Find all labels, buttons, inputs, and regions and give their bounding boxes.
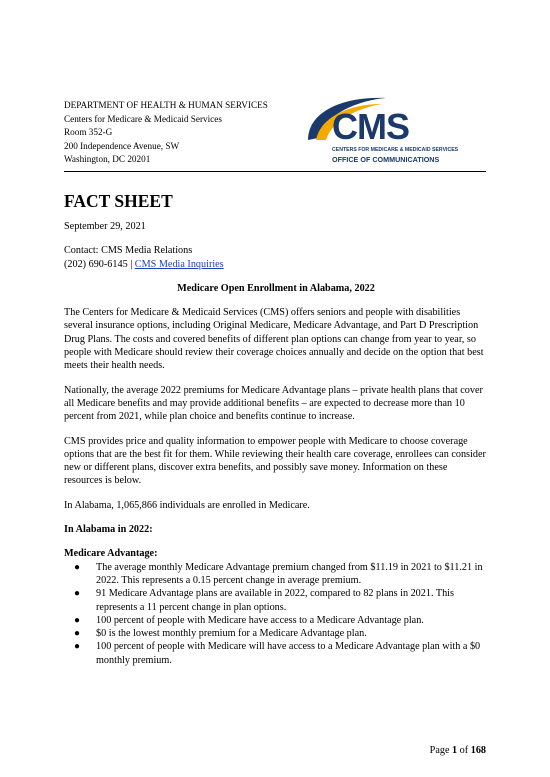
logo-subtitle: CENTERS FOR MEDICARE & MEDICAID SERVICES — [332, 147, 458, 153]
paragraph: In Alabama, 1,065,866 individuals are enrolled in Medicare. — [64, 499, 310, 511]
list-item — [64, 627, 488, 640]
list-item — [64, 640, 488, 667]
list-item-text: 91 Medicare Advantage plans are available in 2022, compared to 82 plans in 2021. This represents a 11 percent change in plan options. — [96, 588, 454, 613]
list-item — [64, 614, 488, 627]
address-block — [64, 99, 294, 167]
city-line: Washington, DC 20201 — [64, 154, 151, 165]
paragraph: CMS provides price and quality information to empower people with Medicare to choose coverage options that are the best fit for them. While reviewing their health care coverage, enrollees can consider new or different plans, discover extra benefits, and possibly save money. Information on these resources is below. — [64, 435, 486, 487]
media-inquiries-link[interactable]: CMS Media Inquiries — [134, 258, 224, 270]
list-item-text: $0 is the lowest monthly premium for a Medicare Advantage plan. — [96, 628, 367, 640]
bullet-icon: ● — [74, 628, 81, 640]
doc-date: September 29, 2021 — [64, 221, 146, 232]
bullet-list — [64, 561, 488, 667]
bullet-icon: ● — [74, 614, 81, 626]
paragraph: The Centers for Medicare & Medicaid Services (CMS) offers seniors and people with disabilities several insurance options, including Original Medicare, Medicare Advantage, and Part D Prescription Drug Plans. The costs and covered benefits of different plan options can change from year to year, so people with Medicare should review their coverage choices annually and decide on the option that best meets their health needs. — [64, 307, 484, 372]
list-item-text: 100 percent of people with Medicare have access to a Medicare Advantage plan. — [96, 614, 424, 626]
bullet-icon: ● — [74, 561, 81, 573]
page-total: 168 — [470, 745, 486, 756]
cms-logo — [302, 94, 458, 166]
page-prefix: Page — [429, 745, 453, 756]
bullet-icon: ● — [74, 641, 81, 653]
page-current: 1 — [452, 745, 458, 756]
list-item-text: The average monthly Medicare Advantage premium changed from $11.19 in 2021 to $11.21 in 2022. This represents a 0.15 percent change in average premium. — [96, 561, 483, 586]
contact-line — [64, 258, 488, 271]
doc-heading: Medicare Open Enrollment in Alabama, 2022 — [177, 282, 375, 294]
page-of: of — [457, 745, 471, 756]
list-item-text: 100 percent of people with Medicare will have access to a Medicare Advantage plan with a $0 monthly premium. — [96, 641, 481, 666]
list-item — [64, 587, 488, 614]
subsection-heading: Medicare Advantage: — [64, 548, 158, 560]
contact-phone: (202) 690-6145 | — [64, 258, 135, 270]
doc-title: FACT SHEET — [64, 191, 173, 211]
header-divider — [64, 171, 486, 172]
logo-office: OFFICE OF COMMUNICATIONS — [332, 155, 440, 164]
document-body — [64, 190, 488, 667]
paragraph: Nationally, the average 2022 premiums for Medicare Advantage plans – private health plans that cover all Medicare benefits and may provide additional benefits – are expected to decrease more than 10 percent from 2021, while plan choice and benefits continue to increase. — [64, 384, 483, 423]
room-line: Room 352-G — [64, 127, 113, 138]
logo-letters: CMS — [332, 106, 409, 147]
list-item — [64, 561, 488, 588]
page-number — [430, 745, 486, 756]
bullet-icon: ● — [74, 588, 81, 600]
contact-label: Contact: CMS Media Relations — [64, 245, 193, 257]
agency-line: DEPARTMENT OF HEALTH & HUMAN SERVICES — [64, 100, 268, 110]
center-line: Centers for Medicare & Medicaid Services — [64, 113, 222, 124]
section-heading: In Alabama in 2022: — [64, 524, 153, 536]
street-line: 200 Independence Avenue, SW — [64, 140, 180, 151]
